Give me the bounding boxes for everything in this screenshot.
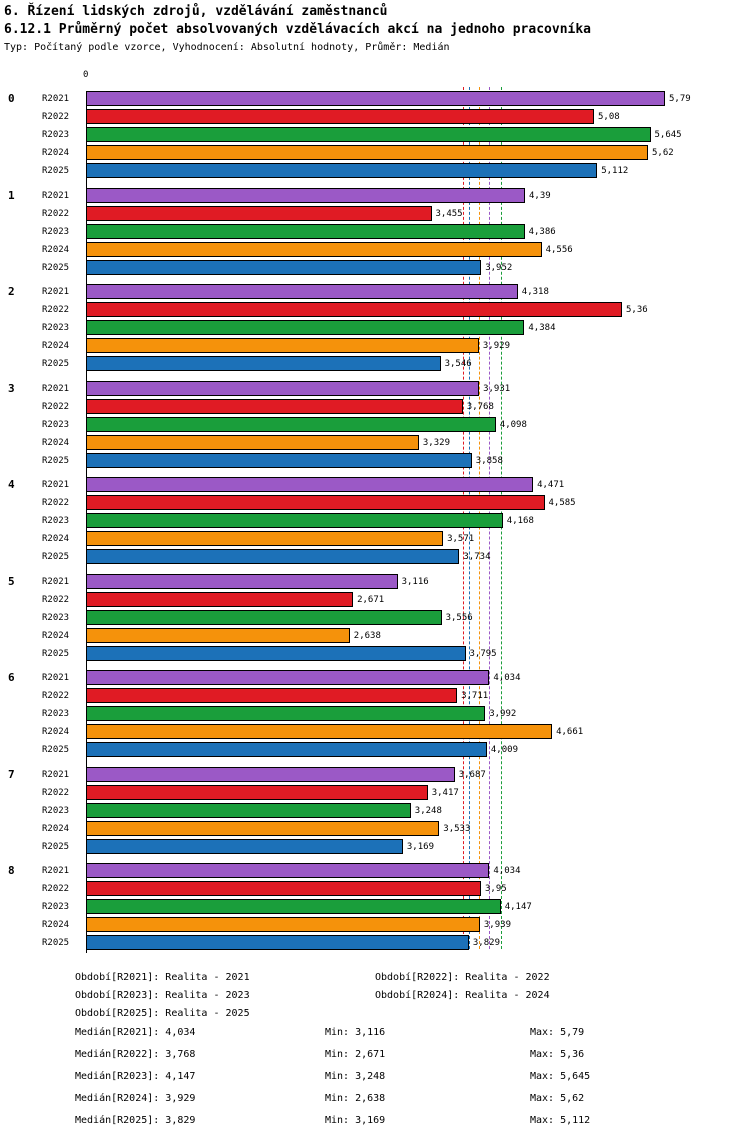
series-label-r2023: R2023: [42, 130, 70, 140]
bar-value-label: 4,147: [504, 902, 532, 912]
series-label-r2021: R2021: [42, 190, 70, 201]
bar-value-label: 5,645: [654, 130, 682, 140]
bar-r2024-group-0[interactable]: [86, 145, 648, 160]
stat-max-row-1: Max: 5,79: [530, 1027, 585, 1038]
bar-r2025-group-3[interactable]: [86, 453, 472, 468]
bar-value-label: 3,455: [435, 208, 463, 219]
series-label-r2021: R2021: [42, 673, 70, 683]
series-label-r2021: R2021: [42, 576, 70, 587]
bar-r2023-group-3[interactable]: [86, 417, 496, 432]
series-label-r2024: R2024: [42, 437, 70, 448]
bar-r2022-group-3[interactable]: [86, 399, 463, 414]
stat-median-row-3: Medián[R2023]: 4,147: [75, 1071, 196, 1082]
bar-value-label: 2,638: [353, 630, 381, 641]
bar-r2023-group-2[interactable]: [86, 320, 524, 335]
bar-r2025-group-0[interactable]: [86, 163, 597, 178]
bar-value-label: 3,952: [485, 262, 513, 273]
bar-value-label: 3,533: [443, 823, 471, 834]
legend-entry-r2022: Období[R2022]: Realita - 2022: [375, 972, 550, 983]
bar-value-label: 4,009: [490, 745, 518, 755]
series-label-r2021: R2021: [42, 769, 70, 780]
series-label-r2022: R2022: [42, 401, 70, 412]
bar-value-label: 3,929: [482, 341, 510, 351]
series-label-r2024: R2024: [42, 823, 70, 834]
series-label-r2024: R2024: [42, 727, 70, 737]
bar-r2024-group-8[interactable]: [86, 917, 480, 932]
series-label-r2022: R2022: [42, 498, 70, 508]
stat-max-row-2: Max: 5,36: [530, 1049, 585, 1060]
series-label-r2024: R2024: [42, 148, 70, 158]
group-label: 3: [8, 381, 15, 395]
bar-r2021-group-6[interactable]: [86, 670, 489, 685]
series-label-r2023: R2023: [42, 323, 70, 333]
bar-value-label: 4,661: [556, 727, 584, 737]
bar-value-label: 3,546: [444, 359, 472, 369]
bar-value-label: 4,471: [537, 480, 565, 490]
bar-r2022-group-2[interactable]: [86, 302, 622, 317]
series-label-r2022: R2022: [42, 884, 70, 894]
bar-r2024-group-3[interactable]: [86, 435, 419, 450]
stat-median-row-5: Medián[R2025]: 3,829: [75, 1115, 196, 1126]
bar-value-label: 3,417: [431, 787, 459, 798]
bar-r2025-group-4[interactable]: [86, 549, 459, 564]
bar-r2021-group-4[interactable]: [86, 477, 533, 492]
bar-r2024-group-5[interactable]: [86, 628, 350, 643]
series-label-r2025: R2025: [42, 166, 70, 176]
group-label: 5: [8, 574, 15, 588]
series-label-r2022: R2022: [42, 691, 70, 701]
stat-min-row-5: Min: 3,169: [325, 1115, 386, 1126]
bar-r2024-group-4[interactable]: [86, 531, 443, 546]
bar-r2023-group-7[interactable]: [86, 803, 411, 818]
bar-r2022-group-1[interactable]: [86, 206, 432, 221]
stat-min-row-1: Min: 3,116: [325, 1027, 386, 1038]
chart-title-sub: 6.12.1 Průměrný počet absolvovaných vzdělávacích akcí na jednoho pracovníka: [4, 22, 591, 37]
bar-r2025-group-7[interactable]: [86, 839, 403, 854]
bar-r2021-group-2[interactable]: [86, 284, 518, 299]
stat-min-row-2: Min: 2,671: [325, 1049, 386, 1060]
group-label: 0: [8, 92, 15, 105]
legend-entry-r2025: Období[R2025]: Realita - 2025: [75, 1008, 250, 1019]
bar-value-label: 3,169: [406, 841, 434, 852]
bar-r2021-group-5[interactable]: [86, 574, 398, 589]
series-label-r2023: R2023: [42, 516, 70, 526]
series-label-r2025: R2025: [42, 648, 70, 659]
series-label-r2023: R2023: [42, 805, 70, 816]
series-label-r2025: R2025: [42, 938, 70, 948]
stat-max-row-3: Max: 5,645: [530, 1071, 591, 1082]
legend-entry-r2021: Období[R2021]: Realita - 2021: [75, 972, 250, 983]
bar-value-label: 4,386: [528, 226, 556, 237]
stat-min-row-3: Min: 3,248: [325, 1071, 386, 1082]
chart-title-main: 6. Řízení lidských zdrojů, vzdělávání zaměstnanců: [4, 4, 388, 19]
series-label-r2025: R2025: [42, 552, 70, 562]
bar-value-label: 4,168: [506, 516, 534, 526]
chart-subtitle: Typ: Počítaný podle vzorce, Vyhodnocení: Absolutní hodnoty, Průměr: Medián: [4, 42, 450, 53]
legend-entry-r2023: Období[R2023]: Realita - 2023: [75, 990, 250, 1001]
bar-r2023-group-5[interactable]: [86, 610, 442, 625]
bar-r2022-group-8[interactable]: [86, 881, 481, 896]
stat-min-row-4: Min: 2,638: [325, 1093, 386, 1104]
series-label-r2021: R2021: [42, 866, 70, 876]
bar-r2025-group-6[interactable]: [86, 742, 487, 757]
series-label-r2021: R2021: [42, 94, 70, 104]
bar-value-label: 4,585: [548, 498, 576, 508]
series-label-r2025: R2025: [42, 359, 70, 369]
bar-r2021-group-0[interactable]: [86, 91, 665, 106]
bar-value-label: 3,768: [466, 401, 494, 412]
bar-r2024-group-2[interactable]: [86, 338, 479, 353]
bar-r2021-group-3[interactable]: [86, 381, 479, 396]
stat-median-row-2: Medián[R2022]: 3,768: [75, 1049, 196, 1060]
bar-value-label: 4,034: [493, 866, 521, 876]
bar-value-label: 3,939: [483, 920, 511, 930]
bar-r2021-group-8[interactable]: [86, 863, 489, 878]
series-label-r2023: R2023: [42, 902, 70, 912]
bar-r2021-group-1[interactable]: [86, 188, 525, 203]
bar-r2022-group-7[interactable]: [86, 785, 428, 800]
bar-value-label: 2,671: [357, 594, 385, 605]
bar-value-label: 5,36: [626, 305, 648, 315]
bar-r2024-group-1[interactable]: [86, 242, 542, 257]
bar-value-label: 3,571: [447, 534, 475, 544]
bar-value-label: 3,992: [489, 709, 517, 719]
series-label-r2021: R2021: [42, 383, 70, 394]
x-axis-tick-0: 0: [83, 70, 89, 80]
series-label-r2021: R2021: [42, 480, 70, 490]
series-label-r2023: R2023: [42, 612, 70, 623]
bar-value-label: 4,39: [529, 190, 551, 201]
bar-value-label: 3,858: [475, 455, 503, 466]
bar-r2022-group-0[interactable]: [86, 109, 594, 124]
group-label: 7: [8, 767, 15, 781]
series-label-r2024: R2024: [42, 244, 70, 255]
bar-value-label: 3,248: [414, 805, 442, 816]
bar-value-label: 5,79: [669, 94, 691, 104]
series-label-r2023: R2023: [42, 709, 70, 719]
stat-median-row-4: Medián[R2024]: 3,929: [75, 1093, 196, 1104]
series-label-r2025: R2025: [42, 455, 70, 466]
bar-value-label: 5,62: [652, 148, 674, 158]
series-label-r2021: R2021: [42, 287, 70, 297]
series-label-r2022: R2022: [42, 787, 70, 798]
bar-r2025-group-8[interactable]: [86, 935, 469, 950]
bar-value-label: 5,08: [598, 112, 620, 122]
series-label-r2025: R2025: [42, 745, 70, 755]
bar-r2021-group-7[interactable]: [86, 767, 455, 782]
series-label-r2022: R2022: [42, 208, 70, 219]
bar-value-label: 4,098: [499, 419, 527, 430]
bar-r2023-group-8[interactable]: [86, 899, 501, 914]
bar-r2022-group-5[interactable]: [86, 592, 353, 607]
series-label-r2025: R2025: [42, 841, 70, 852]
bar-r2025-group-5[interactable]: [86, 646, 466, 661]
bar-value-label: 3,829: [472, 938, 500, 948]
bar-value-label: 5,112: [601, 166, 629, 176]
bar-value-label: 3,795: [469, 648, 497, 659]
stat-max-row-5: Max: 5,112: [530, 1115, 591, 1126]
bar-value-label: 3,95: [485, 884, 507, 894]
series-label-r2024: R2024: [42, 920, 70, 930]
bar-value-label: 3,556: [445, 612, 473, 623]
bar-value-label: 4,318: [521, 287, 549, 297]
bar-r2024-group-6[interactable]: [86, 724, 552, 739]
series-label-r2025: R2025: [42, 262, 70, 273]
bar-r2024-group-7[interactable]: [86, 821, 439, 836]
bar-value-label: 4,384: [528, 323, 556, 333]
series-label-r2022: R2022: [42, 305, 70, 315]
series-label-r2022: R2022: [42, 112, 70, 122]
bar-value-label: 3,329: [422, 437, 450, 448]
series-label-r2024: R2024: [42, 630, 70, 641]
group-label: 4: [8, 478, 15, 491]
bar-r2022-group-6[interactable]: [86, 688, 457, 703]
bar-r2023-group-6[interactable]: [86, 706, 485, 721]
series-label-r2022: R2022: [42, 594, 70, 605]
bar-r2025-group-2[interactable]: [86, 356, 441, 371]
bar-r2023-group-4[interactable]: [86, 513, 503, 528]
bar-value-label: 3,931: [483, 383, 511, 394]
series-label-r2024: R2024: [42, 341, 70, 351]
group-label: 6: [8, 671, 15, 684]
stat-max-row-4: Max: 5,62: [530, 1093, 585, 1104]
series-label-r2024: R2024: [42, 534, 70, 544]
group-label: 2: [8, 285, 15, 298]
bar-value-label: 3,711: [461, 691, 489, 701]
group-label: 1: [8, 188, 15, 202]
bar-value-label: 3,687: [458, 769, 486, 780]
bar-r2023-group-1[interactable]: [86, 224, 525, 239]
bar-value-label: 3,116: [401, 576, 429, 587]
bar-value-label: 4,034: [493, 673, 521, 683]
stat-median-row-1: Medián[R2021]: 4,034: [75, 1027, 196, 1038]
bar-value-label: 3,734: [463, 552, 491, 562]
series-label-r2023: R2023: [42, 226, 70, 237]
bar-r2023-group-0[interactable]: [86, 127, 651, 142]
group-label: 8: [8, 864, 15, 877]
bar-r2022-group-4[interactable]: [86, 495, 545, 510]
bar-r2025-group-1[interactable]: [86, 260, 481, 275]
legend-entry-r2024: Období[R2024]: Realita - 2024: [375, 990, 550, 1001]
bar-value-label: 4,556: [545, 244, 573, 255]
series-label-r2023: R2023: [42, 419, 70, 430]
